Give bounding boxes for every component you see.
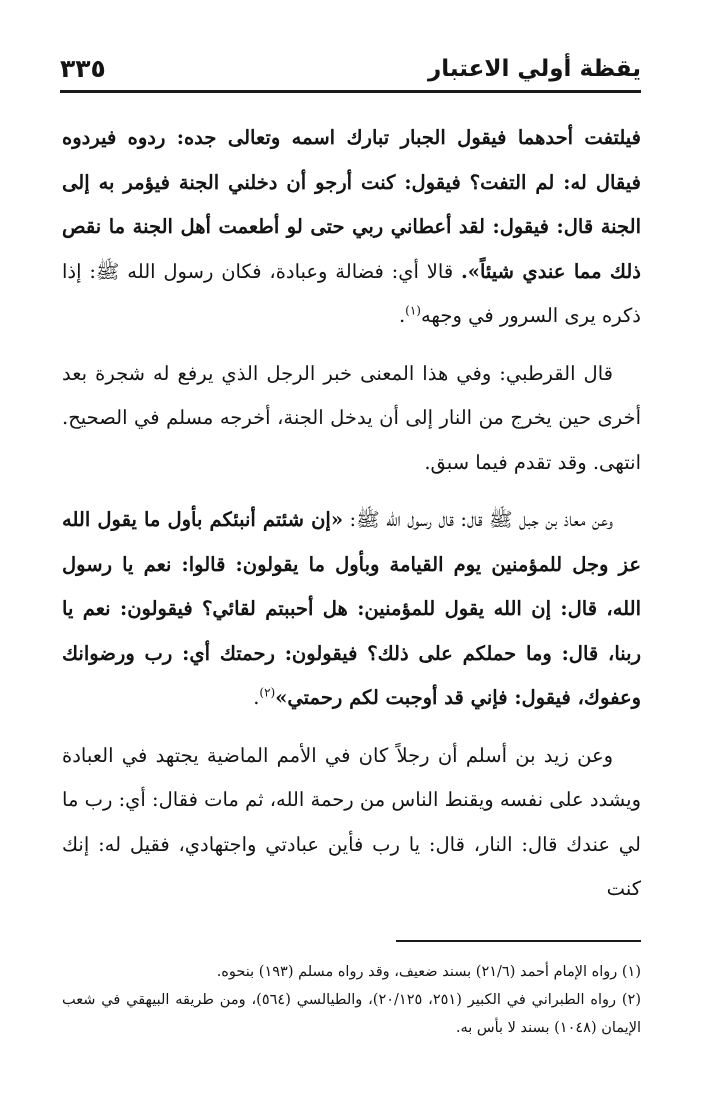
- hadith-text: «إن شئتم أنبئكم بأول ما يقول الله عز وجل للمؤمنين يوم القيامة وبأول ما يقولون: قالوا: نعم يا رسول الله، قال: إن الله يقول للمؤمنين: هل أحببتم لقائي؟ فيقولون: نعم يا ربنا، قال: وما حملكم على ذلك؟ فيقولون: رحمتك أي: رب ورضوانك وعفوك، فيقول: فإني قد أوجبت لكم رحمتي»: [62, 508, 641, 709]
- main-text: [62, 116, 641, 925]
- paragraph-3: وعن معاذ بن جبل ﷺ قال: قال رسول الله ﷺ: «إن شئتم أنبئكم بأول ما يقول الله عز وجل للمؤمنين يوم القيامة وبأول ما يقولون: قالوا: نعم يا رسول الله، قال: إن الله يقول للمؤمنين: هل أحببتم لقائي؟ فيقولون: نعم يا ربنا، قال: وما حملكم على ذلك؟ فيقولون: رحمتك أي: رب ورضوانك وعفوك، فيقول: فإني قد أوجبت لكم رحمتي»$^{(٢)}$.: [62, 508, 641, 709]
- running-title: يقظة أولي الاعتبار: [427, 56, 641, 82]
- footnote-2: (٢) رواه الطبراني في الكبير (٢٥١، ٢٠/١٢٥)، والطيالسي (٥٦٤)، ومن طريقه البيهقي في شعب الإيمان (١٠٤٨) بسند لا بأس به.: [62, 992, 641, 1036]
- page-number: ٣٣٥: [60, 54, 106, 83]
- paragraph-4: وعن زيد بن أسلم أن رجلاً كان في الأمم الماضية يجتهد في العبادة ويشدد على نفسه ويقنط الناس من رحمة الله، ثم مات فقال: أي: رب ما لي عندك قال: النار، قال: يا رب فأين عبادتي واجتهادي، فقيل له: إنك كنت: [62, 743, 641, 900]
- paragraph-1: فيلتفت أحدهما فيقول الجبار تبارك اسمه وتعالى جده: ردوه فيردوه فيقال له: لم التفت؟ فيقول: كنت أرجو أن دخلني الجنة فيؤمر به إلى الجنة قال: فيقول: لقد أعطاني ربي حتى لو أطعمت أهل الجنة ما نقص ذلك مما عندي شيئاً». قالا أي: فضالة وعبادة، فكان رسول الله ﷺ: إذا ذكره يرى السرور في وجهه$^{(١)}$.: [62, 126, 641, 327]
- footnote-marker-2[interactable]: (٢): [259, 685, 276, 700]
- paragraph-2: قال القرطبي: وفي هذا المعنى خبر الرجل الذي يرفع له شجرة بعد أخرى حين يخرج من النار إلى أن يدخل الجنة، أخرجه مسلم في الصحيح. انتهى. وقد تقدم فيما سبق.: [62, 361, 641, 474]
- footnote-divider: [396, 940, 641, 942]
- hadith-text: فيلتفت أحدهما فيقول الجبار تبارك اسمه وتعالى جده: ردوه فيردوه فيقال له: لم التفت؟ فيقول: كنت أرجو أن دخلني الجنة فيؤمر به إلى الجنة قال: فيقول: لقد أعطاني ربي حتى لو أطعمت أهل الجنة ما نقص ذلك مما عندي شيئاً».: [62, 126, 641, 283]
- footnotes: [62, 958, 641, 1042]
- footnote-1: (١) رواه الإمام أحمد (٢١/٦) بسند ضعيف، وقد رواه مسلم (١٩٣) بنحوه.: [216, 964, 641, 980]
- narration-text: وعن معاذ بن جبل ﷺ قال: قال رسول الله ﷺ:: [343, 508, 613, 531]
- footnote-marker-1[interactable]: (١): [405, 303, 421, 318]
- page-header: [60, 50, 641, 93]
- narration-text: قالا أي: فضالة وعبادة، فكان رسول الله ﷺ: إذا ذكره يرى السرور في وجهه: [62, 259, 641, 327]
